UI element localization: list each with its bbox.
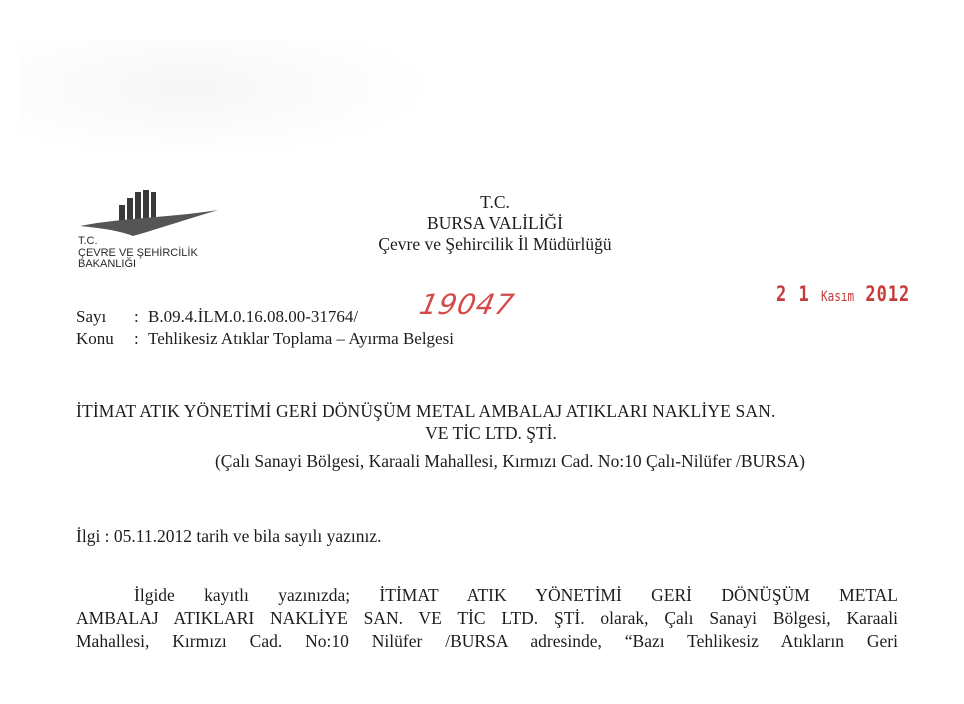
konu-label: Konu bbox=[76, 329, 114, 348]
reference-line: İlgi : 05.11.2012 tarih ve bila sayılı yazınız. bbox=[76, 526, 382, 546]
header-line3: Çevre ve Şehircilik İl Müdürlüğü bbox=[378, 234, 612, 254]
letter-meta bbox=[76, 306, 454, 350]
date-stamp bbox=[776, 282, 910, 307]
stamp-year: 2012 bbox=[865, 282, 911, 307]
body-line2: AMBALAJ ATIKLARI NAKLİYE SAN. VE TİC LTD. ŞTİ. olarak, Çalı Sanayi Bölgesi, Karaali bbox=[76, 608, 898, 628]
handwritten-number: 19047 bbox=[416, 288, 518, 321]
ministry-logo bbox=[78, 188, 228, 283]
ministry-logo-icon bbox=[78, 188, 228, 238]
konu-value: Tehlikesiz Atıklar Toplama – Ayırma Belgesi bbox=[148, 329, 454, 348]
logo-text-line1: T.C. bbox=[78, 235, 98, 247]
logo-text-line3: BAKANLIĞI bbox=[78, 258, 137, 270]
sayi-separator: : bbox=[134, 307, 139, 326]
body-paragraph bbox=[76, 584, 898, 653]
logo-text-line2: ÇEVRE VE ŞEHİRCİLİK bbox=[78, 246, 198, 259]
letterhead bbox=[330, 192, 660, 255]
stamp-day: 2 1 bbox=[776, 282, 810, 307]
body-line1 bbox=[76, 584, 898, 607]
recipient-block bbox=[76, 400, 906, 472]
sayi-value: B.09.4.İLM.0.16.08.00-31764/ bbox=[148, 307, 359, 326]
sayi-row bbox=[76, 306, 454, 328]
scan-smudge bbox=[20, 40, 440, 160]
body-line1-text: İlgide kayıtlı yazınızda; İTİMAT ATIK YÖNETİMİ GERİ DÖNÜŞÜM METAL bbox=[134, 585, 898, 605]
konu-row bbox=[76, 328, 454, 350]
header-line1: T.C. bbox=[480, 192, 510, 212]
recipient-line1: İTİMAT ATIK YÖNETİMİ GERİ DÖNÜŞÜM METAL AMBALAJ ATIKLARI NAKLİYE SAN. bbox=[76, 401, 776, 421]
body-line3: Mahallesi, Kırmızı Cad. No:10 Nilüfer /BURSA adresinde, “Bazı Tehlikesiz Atıkların Geri bbox=[76, 631, 898, 651]
sayi-label: Sayı bbox=[76, 307, 107, 326]
recipient-line2: VE TİC LTD. ŞTİ. bbox=[425, 423, 557, 443]
stamp-month: Kasım bbox=[820, 288, 855, 305]
konu-separator: : bbox=[134, 329, 139, 348]
header-line2: BURSA VALİLİĞİ bbox=[427, 213, 563, 233]
recipient-address: (Çalı Sanayi Bölgesi, Karaali Mahallesi, Kırmızı Cad. No:10 Çalı-Nilüfer /BURSA) bbox=[214, 451, 806, 471]
